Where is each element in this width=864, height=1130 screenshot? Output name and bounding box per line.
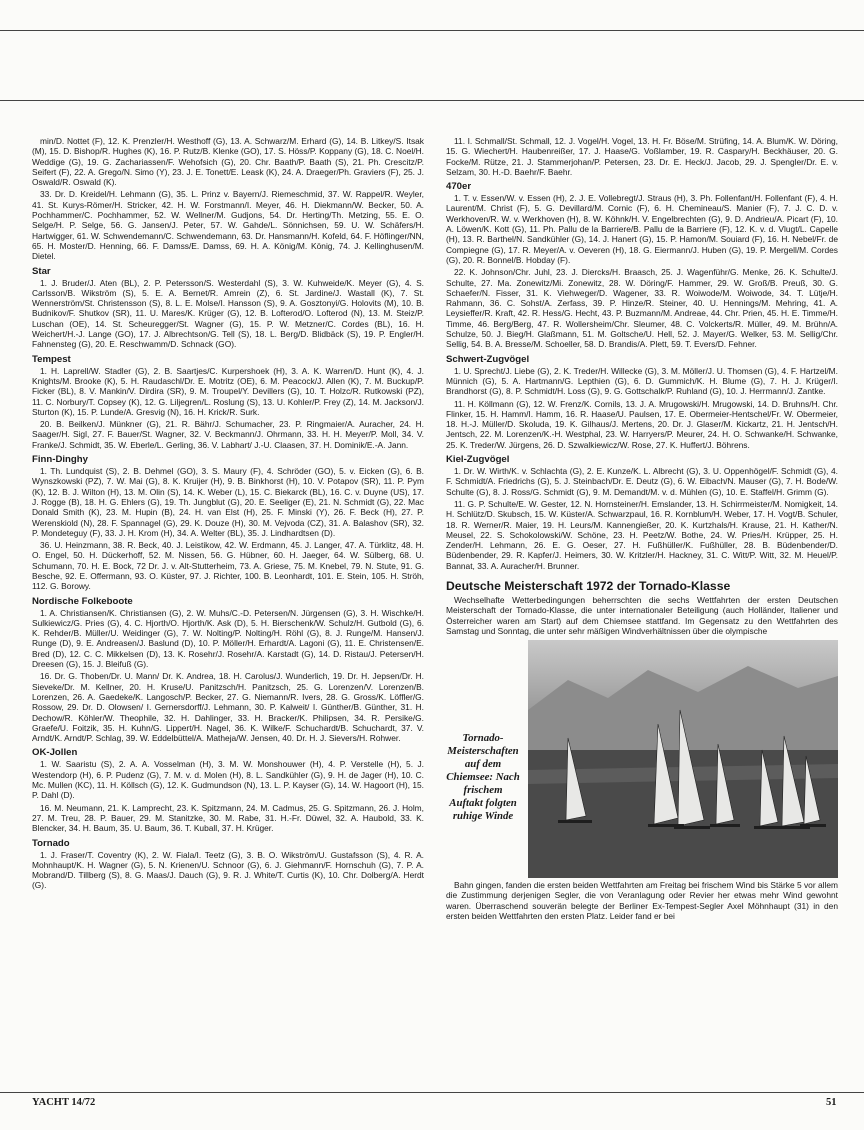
- section-heading: OK-Jollen: [32, 747, 78, 759]
- right-column: [446, 136, 838, 921]
- results-paragraph: 1. W. Saaristu (S), 2. A. A. Vosselman (H), 3. M. W. Monshouwer (H), 4. P. Verstelle (H), 5. J. Westendorp (H), 6. P. Pudenz (G), 7. M. v. d. Molen (H), 8. L. Sandkühler (G), 9. H. de Jager (H), 10. C. Mc. Mullen (KC), 11. H. Köllsch (G), 12. K. Gudmundson (N), 13. L. P. Kayser (G), 14. W. Hagoort (H), 15. P. Dahl (D).: [32, 759, 424, 801]
- result-section: [446, 181, 838, 349]
- results-paragraph: 16. M. Neumann, 21. K. Lamprecht, 23. K. Spitzmann, 24. M. Cadmus, 25. G. Spitzmann, 26. J. Holm, 27. M. Treu, 28. P. Bauer, 29. M. Stanitzke, 30. M. Rabe, 31. H.-Fr. Düwel, 32. A. Haubold, 33. K. Blencker, 34. H. Baum, 35. U. Baum, 36. T. Kuball, 37. H. Krüger.: [32, 802, 424, 834]
- results-paragraph: 1. J. Fraser/T. Coventry (K), 2. W. Fiala/I. Teetz (G), 3. B. O. Wikström/U. Gustafsson (S), 4. R. A. Mohnhaupt/K. H. Wagner (G), 5. N. Krienen/U. Schnoor (G), 6. J. Giehmann/F. Hornschuh (G), 7. P. A. Mobrand/D. Tillberg (S), 8. G. Maas/J. Dauch (G), 9. R. J. White/T. Curtis (K), 10. Chr. Dolberg/A. Herdt (G).: [32, 849, 424, 891]
- section-heading: Tempest: [32, 353, 71, 365]
- section-heading: 470er: [446, 181, 472, 193]
- results-paragraph: 33. Dr. D. Kreidel/H. Lehmann (G), 35. L. Prinz v. Bayern/J. Riemeschmid, 37. W. Rappel/R. Weyler, 41. St. Kurys-Römer/H. Stricker, 42. H. W. Forstmann/I. Meyer, 46. H. Diekmann/W. Becker, 50. A. Pochhammer/C. Pochhammer, 52. W. Wellner/M. Gudjons, 54. Dr. Herting/Th. Metzing, 55. E. O. Selge/H. P. Selge, 56. G. Jansen/J. Peter, 57. W. Gahde/L. Sönnichsen, 59. U. W. Schäfers/H. Hartwigger, 61. W. Schwendemann/C. Schwendemann, 63. Dr. Hansmann/H. Kofeld, 64. F. Höflinger/NN, 65. H. Moster/D. Henning, 66. F. Damss/E. Damss, 69. H. A. König/M. König, 74. J. Kellinghusen/M. Dietel.: [32, 189, 424, 262]
- section-heading: Nordische Folkeboote: [32, 595, 133, 607]
- results-paragraph: 11. H. Köllmann (G), 12. W. Frenz/K. Cornils, 13. J. A. Mrugowski/H. Mrugowski, 14. D. Bruhns/H. Chr. Flinker, 15. H. Hamm/I. Hamm, 16. R. Haase/U. Paulsen, 17. E. Obermeier-Hentschel/Fr. W. Obermeier, 18. H.-J. Müller/D. Skoluda, 19. K. Gilhaus/J. Mertens, 20. Dr. J. Glaser/M. Kickartz, 21. H. Jentsch/H. Jentsch, 22. M. Lorenzen/K.-H. Westphal, 23. W. Harryers/P. Meurer, 24. H. O. Schwanke/H. Schwanke, 25. K. Treder/W. Jürgens, 26. D. Szwalkiewicz/W. Rose, 27. K. Huffert/J. Böhrens.: [446, 398, 838, 450]
- result-section: [32, 596, 424, 744]
- result-section: [32, 354, 424, 450]
- left-column: [32, 136, 424, 893]
- results-paragraph: 1. T. v. Essen/W. v. Essen (H), 2. J. E. Vollebregt/J. Straus (H), 3. Ph. Follenfant/H. Follenfant (F), 4. H. Laurent/M. Christ (F), 5. G. Devillard/M. Cornic (F), 6. H. Chemineau/S. Manier (F), 7. J. C. D. v. Werkhoven/R. W. v. Werkhoven (H), 8. W. Köhnk/H. V. Engelbrechten (G), 9. D. Andrieu/A. Picart (F), 10. A. Löwen/K. Kott (G), 11. Ph. Pallu de la Barriere/B. Pallu de la Barriere (F), 12. K. v. d. Vlugt/L. Capelle (H), 13. R. Barthel/N. Sandkühler (G), 14. J. Hanert (G), 15. P. Hamon/M. Souiard (F), 16. H. Nebel/Fr. de Compiegne (G), 17. R. Meyer/A. v. Oeveren (H), 18. G. Eiermann/J. Huben (G), 19. P. Mergell/M. Cordes (G), 20. R. Bonnel/B. Hobday (F).: [446, 193, 838, 265]
- article-body: Bahn gingen, fanden die ersten beiden Wettfahrten am Freitag bei frischem Wind bis Stärke 5 vor allem die Zustimmung derjenigen Segler, die von Veranlagung oder Revier her etwas mehr Wind gewohnt waren. Überraschend souverän belegte der Berliner Ex-Tempest-Segler Axel Möhnhaupt (31) in den ersten beiden Wettfahrten den ersten Platz. Leider fand er bei: [446, 880, 838, 922]
- results-paragraph: 1. Th. Lundquist (S), 2. B. Dehmel (GO), 3. S. Maury (F), 4. Schröder (GO), 5. v. Eicken (G), 6. B. Wynszkowski (PZ), 7. W. Mai (G), 8. K. Kruijer (H), 9. B. Binkhorst (H), 10. V. Potapov (SR), 11. P. Pym (K), 12. B. J. Wilton (H), 13. M. Olin (S), 14. K. Weber (L), 15. C. Biekarck (BL), 16. C. v. Duyne (US), 17. J. Rogge (B), 18. H. G. Ehlers (G), 19. Th. Jungblut (G), 20. E. Seeliger (E), 21. N. Schmidt (G), 22. Mac Donald Smith (K), 23. M. Hupin (B), 24. H. van Elst (H), 25. F. Minski (Y), 26. F. Beck (H), 27. P. Werenskiold (N), 28. F. Spannagel (G), 29. K. Douze (H), 30. M. Vejvoda (CZ), 31. A. Balashov (SR), 32. P. Mondeteguy (F), 33. J. H. Krom (H), 34. A. Welter (BL), 35. J. Lindhardtsen (D).: [32, 466, 424, 538]
- results-paragraph: 1. U. Sprecht/J. Liebe (G), 2. K. Treder/H. Willecke (G), 3. M. Möller/J. U. Thomsen (G), 4. F. Hartzel/M. Münnich (G), 5. A. Hartmann/G. Lepthien (G), 6. D. Gummich/K. H. Blume (G), 7. H. J. Krüger/I. Brandhorst (G), 8. P. Schmidt/H. Loss (G), 9. G. Gottschalk/P. Ruhland (G), 10. J. Herrmann/J. Zantke.: [446, 365, 838, 397]
- result-section: [32, 838, 424, 891]
- results-paragraph: 36. U. Heinzmann, 38. R. Beck, 40. J. Leistikow, 42. W. Erdmann, 45. J. Langer, 47. A. Türklitz, 48. H. O. Engel, 50. H. Dückerhoff, 52. M. Nissen, 56. G. Hübner, 60. H. Jaeger, 64. W. Sülberg, 68. U. Schumann, 70. H. E. Bock, 72 Dr. J. v. Alt-Stutterheim, 73. A. Griese, 75. M. Knebel, 79. N. Stute, 91. G. Besche, 92. E. Offermann, 93. O. Küster, 97. J. Richter, 100. B. Leonhardt, 101. E. Stein, 105. H. Ströh, 112. G. Borowy.: [32, 540, 424, 592]
- results-paragraph: 16. Dr. G. Thoben/Dr. U. Mann/ Dr. K. Andrea, 18. H. Carolus/J. Wunderlich, 19. Dr. H. Jepsen/Dr. H. Sieveke/Dr. M. Kellner, 20. H. Kruse/U. Panitzsch/H. Panitzsch, 25. G. Lorenzen/V. Lorenzen/B. Lorenzen, 26. A. Gaedeke/K. Langosch/P. Becker, 27. G. Niemann/R. Ivers, 28. G. Gross/K. Löffler/G. Rossow, 29. Dr. D. Olowsen/ I. Gernersdorff/J. Lehmann, 30. P. Kalweit/ I. Günther/B. Günther, 31. H. Dechow/R. Köhler/W. Theophile, 32. H. Dahlinger, 33. H. Bracker/K. Philipsen, 34. R. Persike/G. Graefe/U. Foitzik, 35. H. Kuhn/G. Lippert/H. Nagel, 36. K. Wilke/F. Schuchardt/B. Schuchardt, 37. V. Arndt/K. Arndt/P. Schlag, 39. W. Eddelbüttel/A. Matheja/W. Jensen, 40. Dr. H. J. Sievers/H. Rohwer.: [32, 671, 424, 744]
- results-paragraph: 20. B. Beilken/J. Münkner (G), 21. R. Bähr/J. Schumacher, 23. P. Ringmaier/A. Auracher, 24. H. Saager/H. Sigl, 27. F. Bauer/St. Wagner, 32. V. Beckmann/J. Ohrmann, 33. H. H. Meyer/P. Moll, 34. V. Franke/J. Schmidt, 35. W. Eberle/L. Gerling, 36. V. Labhart/ J.-U. Claasen, 37. H. Dominik/E.-A. Jann.: [32, 419, 424, 450]
- results-paragraph: 1. J. Bruder/J. Aten (BL), 2. P. Petersson/S. Westerdahl (S), 3. W. Kuhweide/K. Meyer (G), 4. S. Carlsson/B. Wikström (S), 5. E. A. Bernet/R. Amrein (Z), 6. St. Jardine/J. Wastall (K), 7. St. Wennerström/St. Christensson (S), 8. L. E. Molse/I. Hansson (S), 9. A. Gosztonyi/G. Holovits (M), 10. B. Budnikov/F. Shutkov (SR), 11. U. Mares/K. Krüger (G), 12. B. Lofterod/O. Lofterod (N), 13. M. Steiz/P. Luschan (OE), 14. St. Scheuregger/St. Wagner (G), 15. P. W. Metzner/C. Cordes (BL), 16. H. Weichert/H.-J. Lange (GO), 17. J. Albrechtson/G. Tell (S), 18. L. Berg/D. Blidbäck (S), 19. P. Engler/H. Fahnensteg (G), 20. E. Reschwamm/D. Schnack (GO).: [32, 277, 424, 350]
- results-paragraph: 22. K. Johnson/Chr. Juhl, 23. J. Diercks/H. Braasch, 25. J. Wagenführ/G. Menke, 26. K. Schulte/J. Schulte, 27. Ma. Zonewitz/Mi. Zonewitz, 28. W. Döring/F. Hammer, 29. W. Groß/B. Preuß, 30. G. Schaefer/N. Fisser, 31. K. Viehweger/D. Wagener, 33. R. Woiwode/M. Woiwode, 34. T. Lütje/H. Rahmann, 36. C. Sohst/A. Zerfass, 39. P. Hinze/R. Steiner, 40. U. Hennings/M. Mehring, 41. A. Leysieffer/R. Kraft, 42. R. Hess/G. Hecht, 43. P. Buzmann/M. Andreae, 44. Chr. Prien, 45. H. E. Timme/H. Timme, 46. Berg/Berg, 47. R. Wollersheim/Chr. Sleumer, 48. C. Volckerts/R. Müller, 49. M. Brühn/A. Schulze, 50. J. Bieg/H. Glaßmann, 51. M. Goltsche/U. Hell, 52. J. Mayer/G. Welker, 53. M. Sellig/Chr. Sellig, 54. B. A. Bresse/M. Schoeller, 58. D. Brandis/A. Plett, 59. T. Evers/D. Fehner.: [446, 267, 838, 350]
- regatta-photo: [528, 640, 838, 878]
- footer-magazine: YACHT 14/72: [32, 1097, 96, 1108]
- article-intro: Wechselhafte Wetterbedingungen beherrschten die sechs Wettfahrten der ersten Deutschen Meisterschaft der Tornado-Klasse, die unter internationaler Beteiligung (auch Holländer, Italiener und Österreicher waren am Start) auf dem Chiemsee stattfand. Im Gegensatz zu den Wettfahrten des Samstag und Sonntag, die unter sehr mäßigen Windverhältnissen über die olympische: [446, 594, 838, 636]
- result-section: [446, 354, 838, 450]
- results-paragraph: 1. Dr. W. Wirth/K. v. Schlachta (G), 2. E. Kunze/K. L. Albrecht (G), 3. U. Oppenhögel/F. Schmidt (G), 4. F. Schmidt/A. Friedrichs (G), 5. J. Steinbach/Dr. E. Deutz (G), 6. W. Eibach/N. Mauser (G), 7. H. Bode/W. Schulte (G), 8. J. Ross/G. Schmidt (G), 9. M. Demandt/M. v. d. Mühlen (G), 10. E. Staffel/H. Grimm (G).: [446, 466, 838, 497]
- results-paragraph: 1. H. Laprell/W. Stadler (G), 2. B. Saartjes/C. Kurpershoek (H), 3. A. K. Warren/D. Hunt (K), 4. J. Knights/M. Brooke (K), 5. H. Raudaschl/Dr. E. Motritz (OE), 6. M. Peacock/J. Allen (K), 7. M. Buckup/P. Ficker (BL), 8. V. Mankin/V. Dirdira (SR), 9. M. Troupel/Y. Devillers (G), 10. T. Holzc/R. Rutkowski (PZ), 11. C. Norbury/T. Copsey (K), 12. G. Liljegren/L. Roslung (S), 13. U. Kohler/P. Frey (Z), 14. M. Jackson/J. Sturton (K), 15. P. Lunde/A. Gresvig (N), 16. H. Krick/R. Surk.: [32, 365, 424, 417]
- photo-caption: Tornado-Meisterschaften auf dem Chiemsee: Nach frischem Auftakt folgten ruhige Winde: [446, 732, 520, 823]
- result-section: [32, 747, 424, 833]
- section-heading: Finn-Dinghy: [32, 454, 88, 466]
- result-section: [446, 136, 838, 177]
- tornado-article: [446, 579, 838, 921]
- results-paragraph: 11. I. Schmall/St. Schmall, 12. J. Vogel/H. Vogel, 13. H. Fr. Böse/M. Strüfing, 14. A. Blum/K. W. Döring, 15. G. Wiechert/H. Haubenreißer, 17. J. Haase/G. Voßlamber, 19. R. Caspary/H. Beckhäuser, 20. G. Focke/M. Rütze, 21. J. Stammerjohan/P. Petersen, 23. Dr. E. Heck/J. Jacob, 29. J. Spengler/Dr. E. v. Selzam, 30. H.-D. Baehr/F. Baehr.: [446, 136, 838, 177]
- result-section: [32, 266, 424, 350]
- footer-rule: [0, 1092, 864, 1093]
- footer-page-number: 51: [826, 1097, 837, 1108]
- article-title: Deutsche Meisterschaft 1972 der Tornado-Klasse: [446, 578, 731, 593]
- header-rule: [0, 100, 864, 101]
- section-heading: Star: [32, 265, 51, 277]
- section-heading: Tornado: [32, 837, 70, 849]
- catamaran-sails-illustration: [528, 640, 838, 878]
- result-section: [446, 454, 838, 571]
- results-paragraph: min/D. Nottet (F), 12. K. Prenzler/H. Westhoff (G), 13. A. Schwarz/M. Erhard (G), 14. B. Litkey/S. Itsak (M), 15. D. Bishop/R. Hughes (K), 16. P. Rutz/B. Klenke (GO), 17. S. Höss/P. Koppany (G), 18. C. Noel/H. Weddige (G), 19. G. Zachariassen/F. Wehofsich (G), 20. Chr. Baath/P. Baath (S), 21. Ph. Crescitz/P. Seifert (F), 22. A. Grego/N. Simo (Y), 23. J. E. Tonett/E. Leask (K), 24. A. Draeger/Ph. Graviers (F), 25. J. Oswald/R. Oswald (K).: [32, 136, 424, 188]
- results-paragraph: 11. G. P. Schulte/E. W. Gester, 12. N. Hornsteiner/H. Emslander, 13. H. Schirrmeister/M. Nomigkeit, 14. H. Schlütz/D. Skubsch, 15. W. Küster/A. Schwarzpaul, 16. R. Kornblum/H. Weber, 17. H. Vogt/B. Schuler, 18. R. Werner/R. Maier, 19. H. Leurs/M. Kannengießer, 20. K. Kurtzhals/H. Krause, 21. H. Kather/N. Meusel, 22. S. Schokolowski/W. Schöne, 23. H. Peetz/W. Bothe, 24. W. Pries/H. Krüpper, 25. H. Zender/H. Lehmann, 26. E. G. Oeser, 27. H. Fußhüller/K. Fußhüller, 28. B. Büdenbender/D. Büdenbender, 29. R. Kapfer/J. Heimers, 30. W. Kritzler/H. Hackney, 31. C. Witt/P. Witt, 32. M. Heuel/P. Bannat, 33. A. Auracher/H. Brunner.: [446, 498, 838, 571]
- photo-block: [446, 640, 838, 878]
- section-heading: Schwert-Zugvögel: [446, 353, 530, 365]
- results-paragraph: 1. A. Christiansen/K. Christiansen (G), 2. W. Muhs/C.-D. Petersen/N. Jürgensen (G), 3. H. Wischke/H. Sulkiewicz/G. Pries (G), 4. C. Hjorth/O. Hjorth/K. Ask (D), 5. H. Bierschenk/W. Schulz/H. Gutbold (G), 6. K. Rehder/B. Müller/U. Weidinger (G), 7. W. Nolting/P. Nolting/H. Röhl (G), 8. J. Runge/M. Hansen/J. Runge (D), 9. E. Andreasen/J. Baslund (D), 10. P. Möller/H. Erhardt/A. Lagoni (G), 11. E. Christensen/E. Bred (D), 12. C. C. Mikkelsen (D), 13. K. Rosehr/J. Rosehr/A. Karstadt (G), 14. D. Ristau/J. Petersen/H. Dreesen (G), 15. J. Bleifuß (G).: [32, 607, 424, 670]
- section-heading: Kiel-Zugvögel: [446, 454, 510, 466]
- result-section: [32, 454, 424, 592]
- top-rule: [0, 30, 864, 31]
- result-section: [32, 136, 424, 262]
